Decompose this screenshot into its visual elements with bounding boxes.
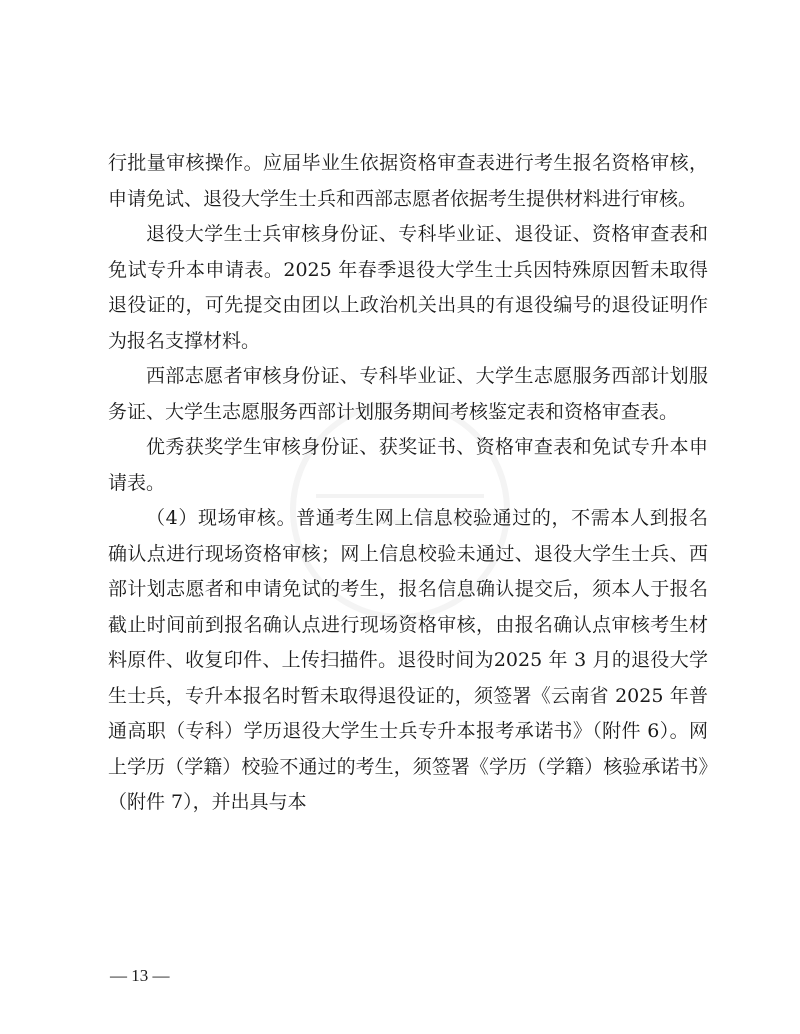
paragraph-award-student-review: 优秀获奖学生审核身份证、获奖证书、资格审查表和免试专升本申请表。	[108, 436, 708, 494]
body-text	[108, 146, 708, 821]
paragraph-western-volunteer-review: 西部志愿者审核身份证、专科毕业证、大学生志愿服务西部计划服务证、大学生志愿服务西部计划服务期间考核鉴定表和资格审查表。	[108, 365, 708, 423]
paragraph-veteran-review: 退役大学生士兵审核身份证、专科毕业证、退役证、资格审查表和免试专升本申请表。2025 年春季退役大学生士兵因特殊原因暂未取得退役证的，可先提交由团以上政治机关出具的有退役编号的退役证明作为报名支撑材料。	[108, 223, 708, 352]
page-number: — 13 —	[110, 966, 170, 985]
paragraph-onsite-review: （4）现场审核。普通考生网上信息校验通过的，不需本人到报名确认点进行现场资格审核；网上信息校验未通过、退役大学生士兵、西部计划志愿者和申请免试的考生，报名信息确认提交后，须本人于报名截止时间前到报名确认点进行现场资格审核，由报名确认点审核考生材料原件、收复印件、上传扫描件。退役时间为2025 年 3 月的退役大学生士兵，专升本报名时暂未取得退役证的，须签署《云南省 2025 年普通高职（专科）学历退役大学生士兵专升本报考承诺书》（附件 6）。网上学历（学籍）校验不通过的考生，须签署《学历（学籍）核验承诺书》（附件 7），并出具与本	[108, 507, 708, 813]
paragraph-continued-review: 行批量审核操作。应届毕业生依据资格审查表进行考生报名资格审核，申请免试、退役大学生士兵和西部志愿者依据考生提供材料进行审核。	[108, 152, 708, 210]
